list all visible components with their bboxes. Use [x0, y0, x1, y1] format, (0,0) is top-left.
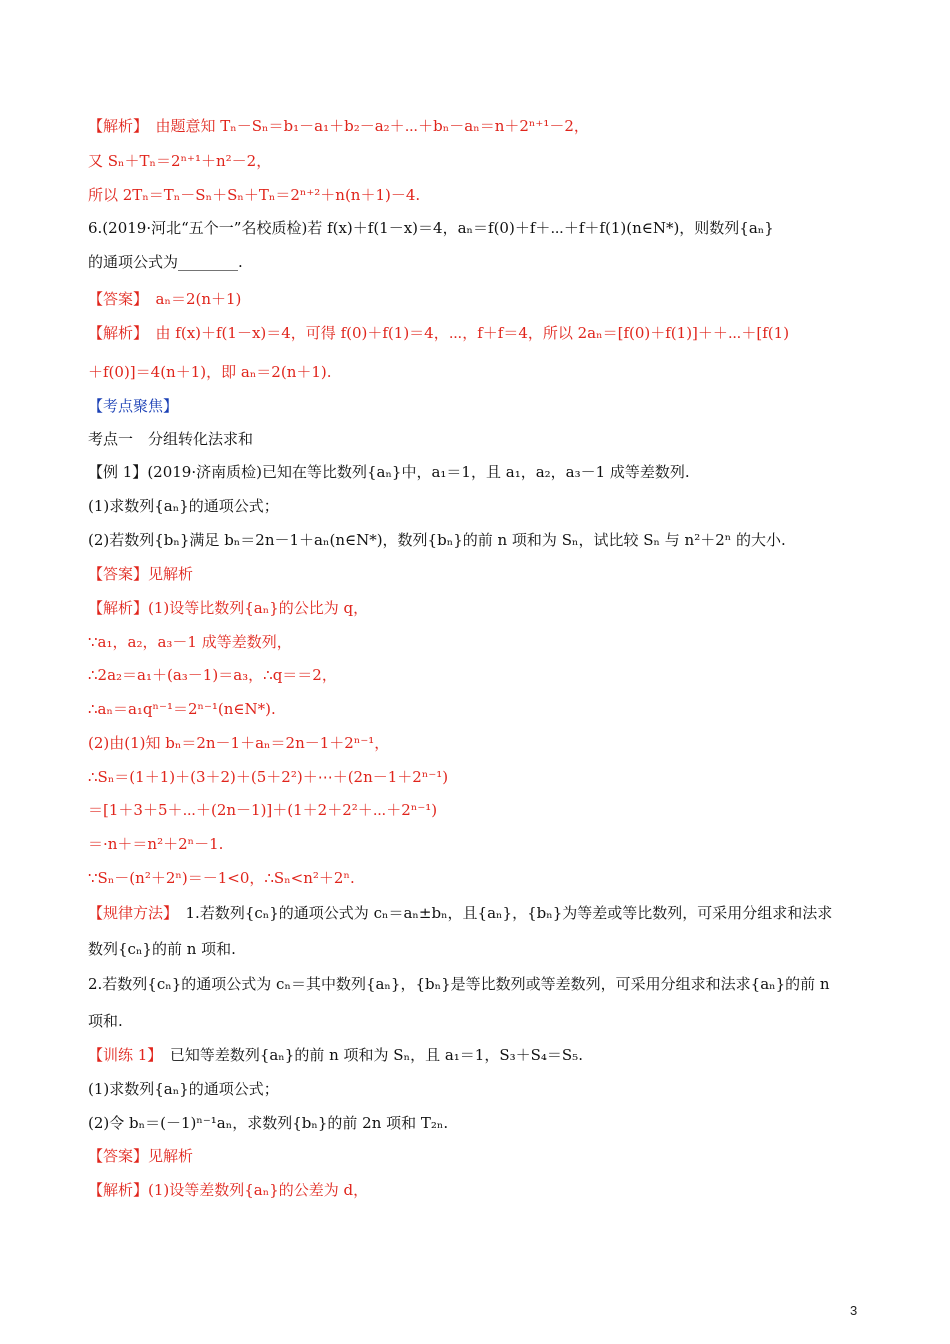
line-text: ＝·n＋＝n²＋2ⁿ－1.	[88, 835, 224, 853]
line-text: 1.若数列{cₙ}的通项公式为 cₙ＝aₙ±bₙ，且{aₙ}，{bₙ}为等差或等比数列，可采用分组求和法求	[170, 904, 833, 922]
line-text: 由题意知 Tₙ－Sₙ＝b₁－a₁＋b₂－a₂＋⋯＋bₙ－aₙ＝n＋2ⁿ⁺¹－2，	[140, 117, 589, 135]
text-line	[88, 1011, 123, 1031]
text-line	[88, 323, 789, 343]
text-line	[88, 496, 279, 516]
text-line	[88, 185, 420, 205]
text-line	[88, 974, 830, 994]
line-text: ＋f(0)]＝4(n＋1)，即 aₙ＝2(n＋1).	[88, 363, 332, 381]
line-text: 6.(2019·河北“五个一”名校质检)若 f(x)＋f(1－x)＝4，aₙ＝f(0)＋f＋⋯＋f＋f(1)(n∈N*)，则数列{aₙ}	[88, 219, 774, 237]
section-tag: 【答案】	[88, 1147, 149, 1165]
section-tag: 【例 1】	[88, 463, 148, 481]
section-tag: 【解析】	[88, 324, 141, 342]
section-tag: 【解析】	[88, 599, 149, 617]
text-line	[88, 1079, 279, 1099]
text-line	[88, 733, 389, 753]
section-tag: 【答案】	[88, 565, 149, 583]
section-tag: 【解析】	[88, 117, 141, 135]
text-line	[88, 362, 332, 382]
section-tag: 【解析】	[88, 1181, 149, 1199]
text-line	[88, 699, 276, 719]
line-text: (2019·济南质检)已知在等比数列{aₙ}中，a₁＝1，且 a₁，a₂，a₃－1 成等差数列.	[147, 463, 690, 481]
line-text: 见解析	[148, 1147, 194, 1165]
text-line	[88, 939, 236, 959]
line-text: 又 Sₙ＋Tₙ＝2ⁿ⁺¹＋n²－2，	[88, 152, 272, 170]
line-text: (1)设等比数列{aₙ}的公比为 q，	[148, 599, 369, 617]
line-text: ＝[1＋3＋5＋⋯＋(2n－1)]＋(1＋2＋2²＋⋯＋2ⁿ⁻¹)	[88, 801, 438, 819]
text-line	[88, 1180, 368, 1200]
line-text: ∵a₁，a₂，a₃－1 成等差数列，	[88, 633, 292, 651]
line-text: 所以 2Tₙ＝Tₙ－Sₙ＋Sₙ＋Tₙ＝2ⁿ⁺²＋n(n＋1)－4.	[88, 186, 421, 204]
text-line	[88, 665, 337, 685]
line-text: 数列{cₙ}的前 n 项和.	[88, 940, 236, 958]
text-line	[88, 800, 437, 820]
section-tag: 【训练 1】	[88, 1046, 155, 1064]
text-line	[88, 252, 243, 272]
line-text: (2)若数列{bₙ}满足 bₙ＝2n－1＋aₙ(n∈N*)，数列{bₙ}的前 n 项和为 Sₙ，试比较 Sₙ 与 n²＋2ⁿ 的大小.	[88, 531, 786, 549]
section-tag: 【答案】	[88, 290, 141, 308]
text-line	[88, 632, 292, 652]
line-text: ∴Sₙ＝(1＋1)＋(3＋2)＋(5＋2²)＋⋯＋(2n－1＋2ⁿ⁻¹)	[88, 768, 449, 786]
text-line	[88, 868, 355, 888]
line-text: 项和.	[88, 1012, 123, 1030]
line-text: (1)设等差数列{aₙ}的公差为 d，	[148, 1181, 369, 1199]
line-text: ∴aₙ＝a₁qⁿ⁻¹＝2ⁿ⁻¹(n∈N*).	[88, 700, 276, 718]
line-text: aₙ＝2(n＋1)	[140, 290, 242, 308]
text-line	[88, 396, 178, 416]
text-line	[88, 1045, 583, 1065]
text-line	[88, 598, 368, 618]
text-line	[88, 903, 832, 923]
text-line	[88, 1146, 193, 1166]
line-text: (2)由(1)知 bₙ＝2n－1＋aₙ＝2n－1＋2ⁿ⁻¹，	[88, 734, 390, 752]
text-line	[88, 462, 690, 482]
text-line	[88, 289, 241, 309]
text-line	[88, 564, 193, 584]
section-tag: 【规律方法】	[88, 904, 171, 922]
line-text: 已知等差数列{aₙ}的前 n 项和为 Sₙ，且 a₁＝1，S₃＋S₄＝S₅.	[154, 1046, 583, 1064]
text-line	[88, 834, 223, 854]
text-line	[88, 151, 271, 171]
line-text: (1)求数列{aₙ}的通项公式；	[88, 497, 279, 515]
page-number: 3	[850, 1303, 858, 1318]
text-line	[88, 1113, 448, 1133]
line-text: ∴2a₂＝a₁＋(a₃－1)＝a₃，∴q＝＝2，	[88, 666, 337, 684]
line-text: (1)求数列{aₙ}的通项公式；	[88, 1080, 279, 1098]
section-tag: 【考点聚焦】	[88, 397, 179, 415]
line-text: 2.若数列{cₙ}的通项公式为 cₙ＝其中数列{aₙ}，{bₙ}是等比数列或等差数列，可采用分组求和法求{aₙ}的前 n	[88, 975, 830, 993]
line-text: 由 f(x)＋f(1－x)＝4，可得 f(0)＋f(1)＝4，⋯，f＋f＝4，所以 2aₙ＝[f(0)＋f(1)]＋＋⋯＋[f(1)	[140, 324, 790, 342]
text-line	[88, 116, 589, 136]
line-text: (2)令 bₙ＝(－1)ⁿ⁻¹aₙ，求数列{bₙ}的前 2n 项和 T₂ₙ.	[88, 1114, 449, 1132]
text-line	[88, 218, 774, 238]
line-text: 见解析	[148, 565, 194, 583]
line-text: ∵Sₙ－(n²＋2ⁿ)＝－1<0，∴Sₙ<n²＋2ⁿ.	[88, 869, 355, 887]
text-line	[88, 767, 448, 787]
text-line	[88, 530, 786, 550]
line-text: 考点一 分组转化法求和	[88, 430, 254, 448]
line-text: 的通项公式为________.	[88, 253, 243, 271]
text-line	[88, 429, 253, 449]
